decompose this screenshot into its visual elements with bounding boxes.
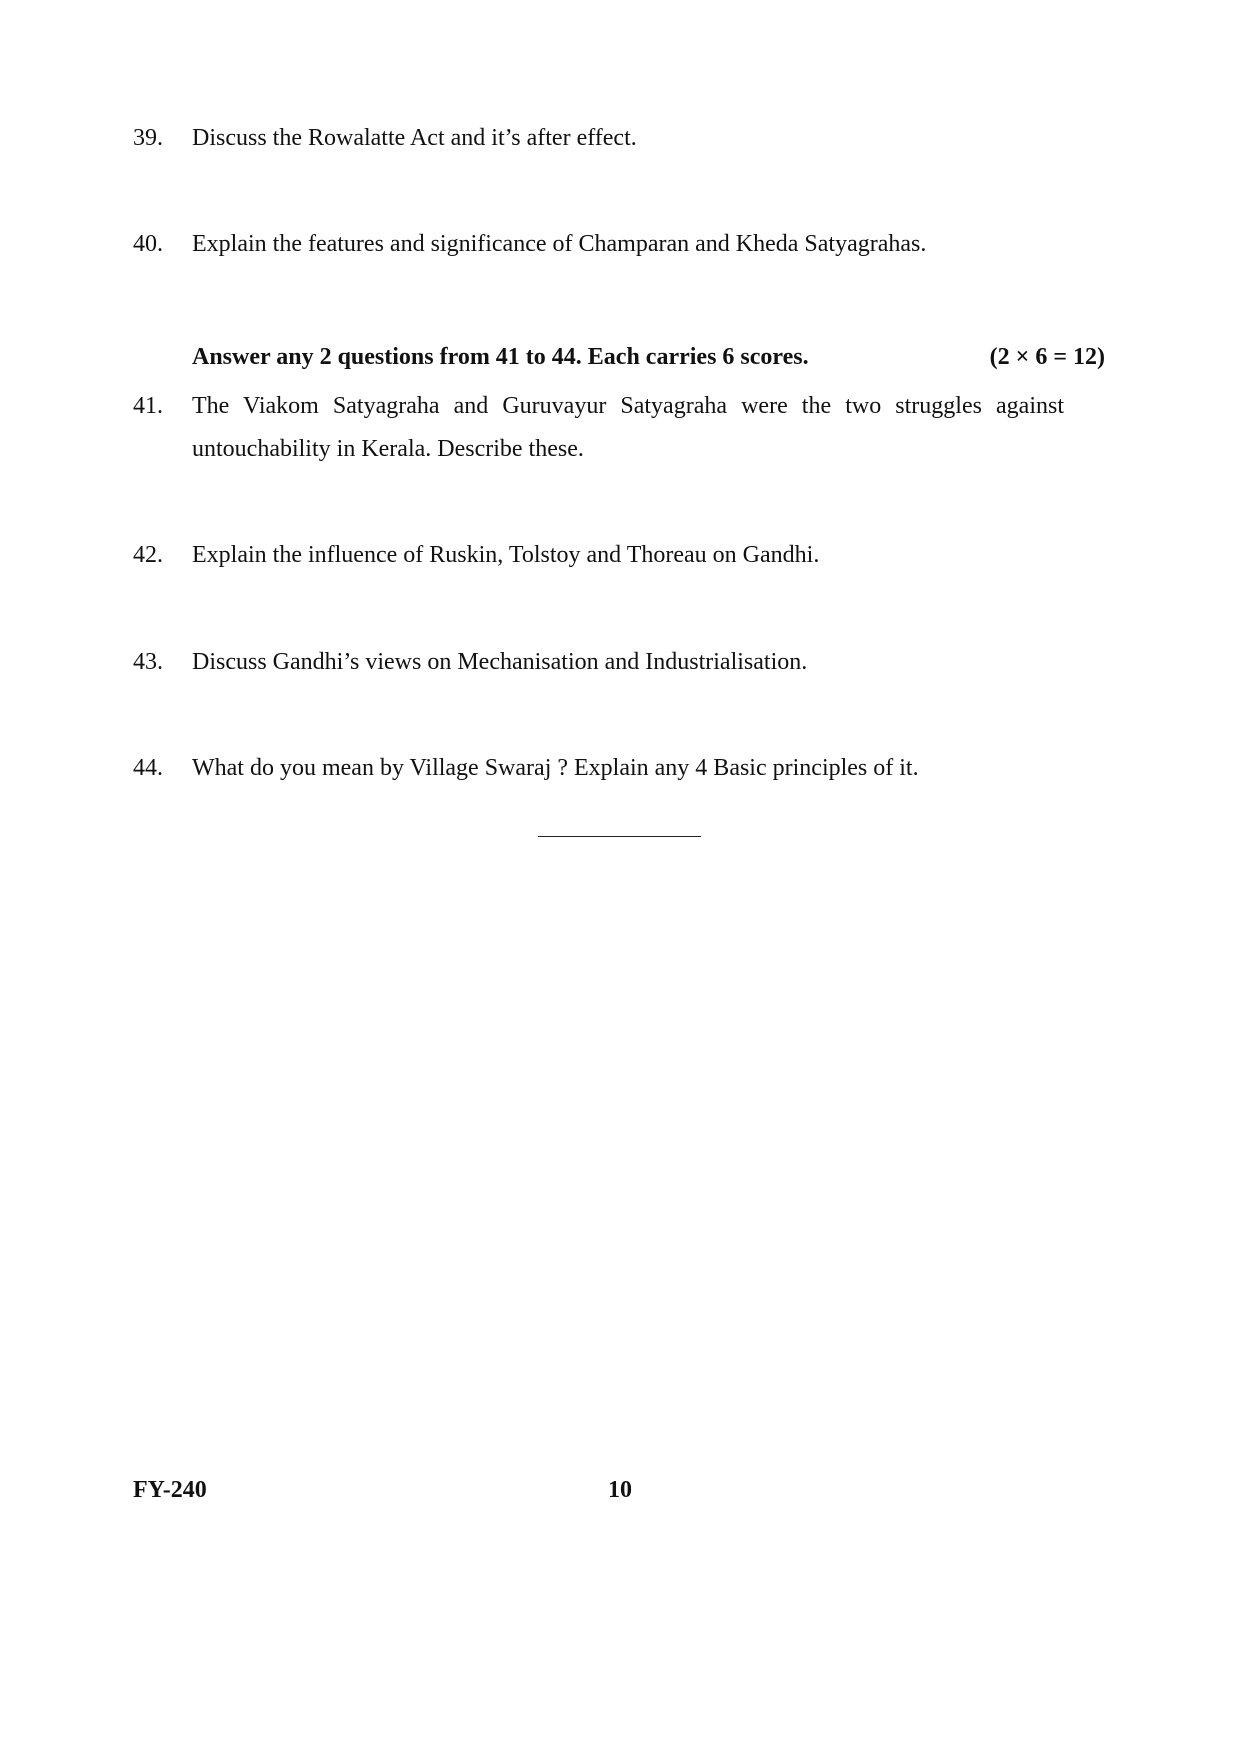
question-number: 44. — [133, 755, 163, 781]
paper-code: FY-240 — [133, 1477, 207, 1503]
question-text: Discuss Gandhi’s views on Mechanisation and Industrialisation. — [192, 649, 808, 675]
question-text: What do you mean by Village Swaraj ? Explain any 4 Basic principles of it. — [192, 755, 919, 781]
question-number: 40. — [133, 231, 163, 257]
question-number: 42. — [133, 542, 163, 568]
question-text: The Viakom Satyagraha and Guruvayur Satyagraha were the two struggles against untouchability in Kerala. Describe these. — [192, 393, 1064, 462]
question-text: Explain the influence of Ruskin, Tolstoy and Thoreau on Gandhi. — [192, 542, 820, 568]
question-number: 39. — [133, 125, 163, 151]
page-number: 10 — [608, 1477, 632, 1503]
section-marks: (2 × 6 = 12) — [989, 344, 1105, 370]
question-number: 43. — [133, 649, 163, 675]
end-of-paper-rule — [538, 836, 701, 837]
question-text: Discuss the Rowalatte Act and it’s after effect. — [192, 125, 637, 151]
section-instruction: Answer any 2 questions from 41 to 44. Each carries 6 scores. — [192, 344, 809, 370]
question-number: 41. — [133, 393, 163, 419]
question-text: Explain the features and significance of Champaran and Kheda Satyagrahas. — [192, 231, 927, 257]
